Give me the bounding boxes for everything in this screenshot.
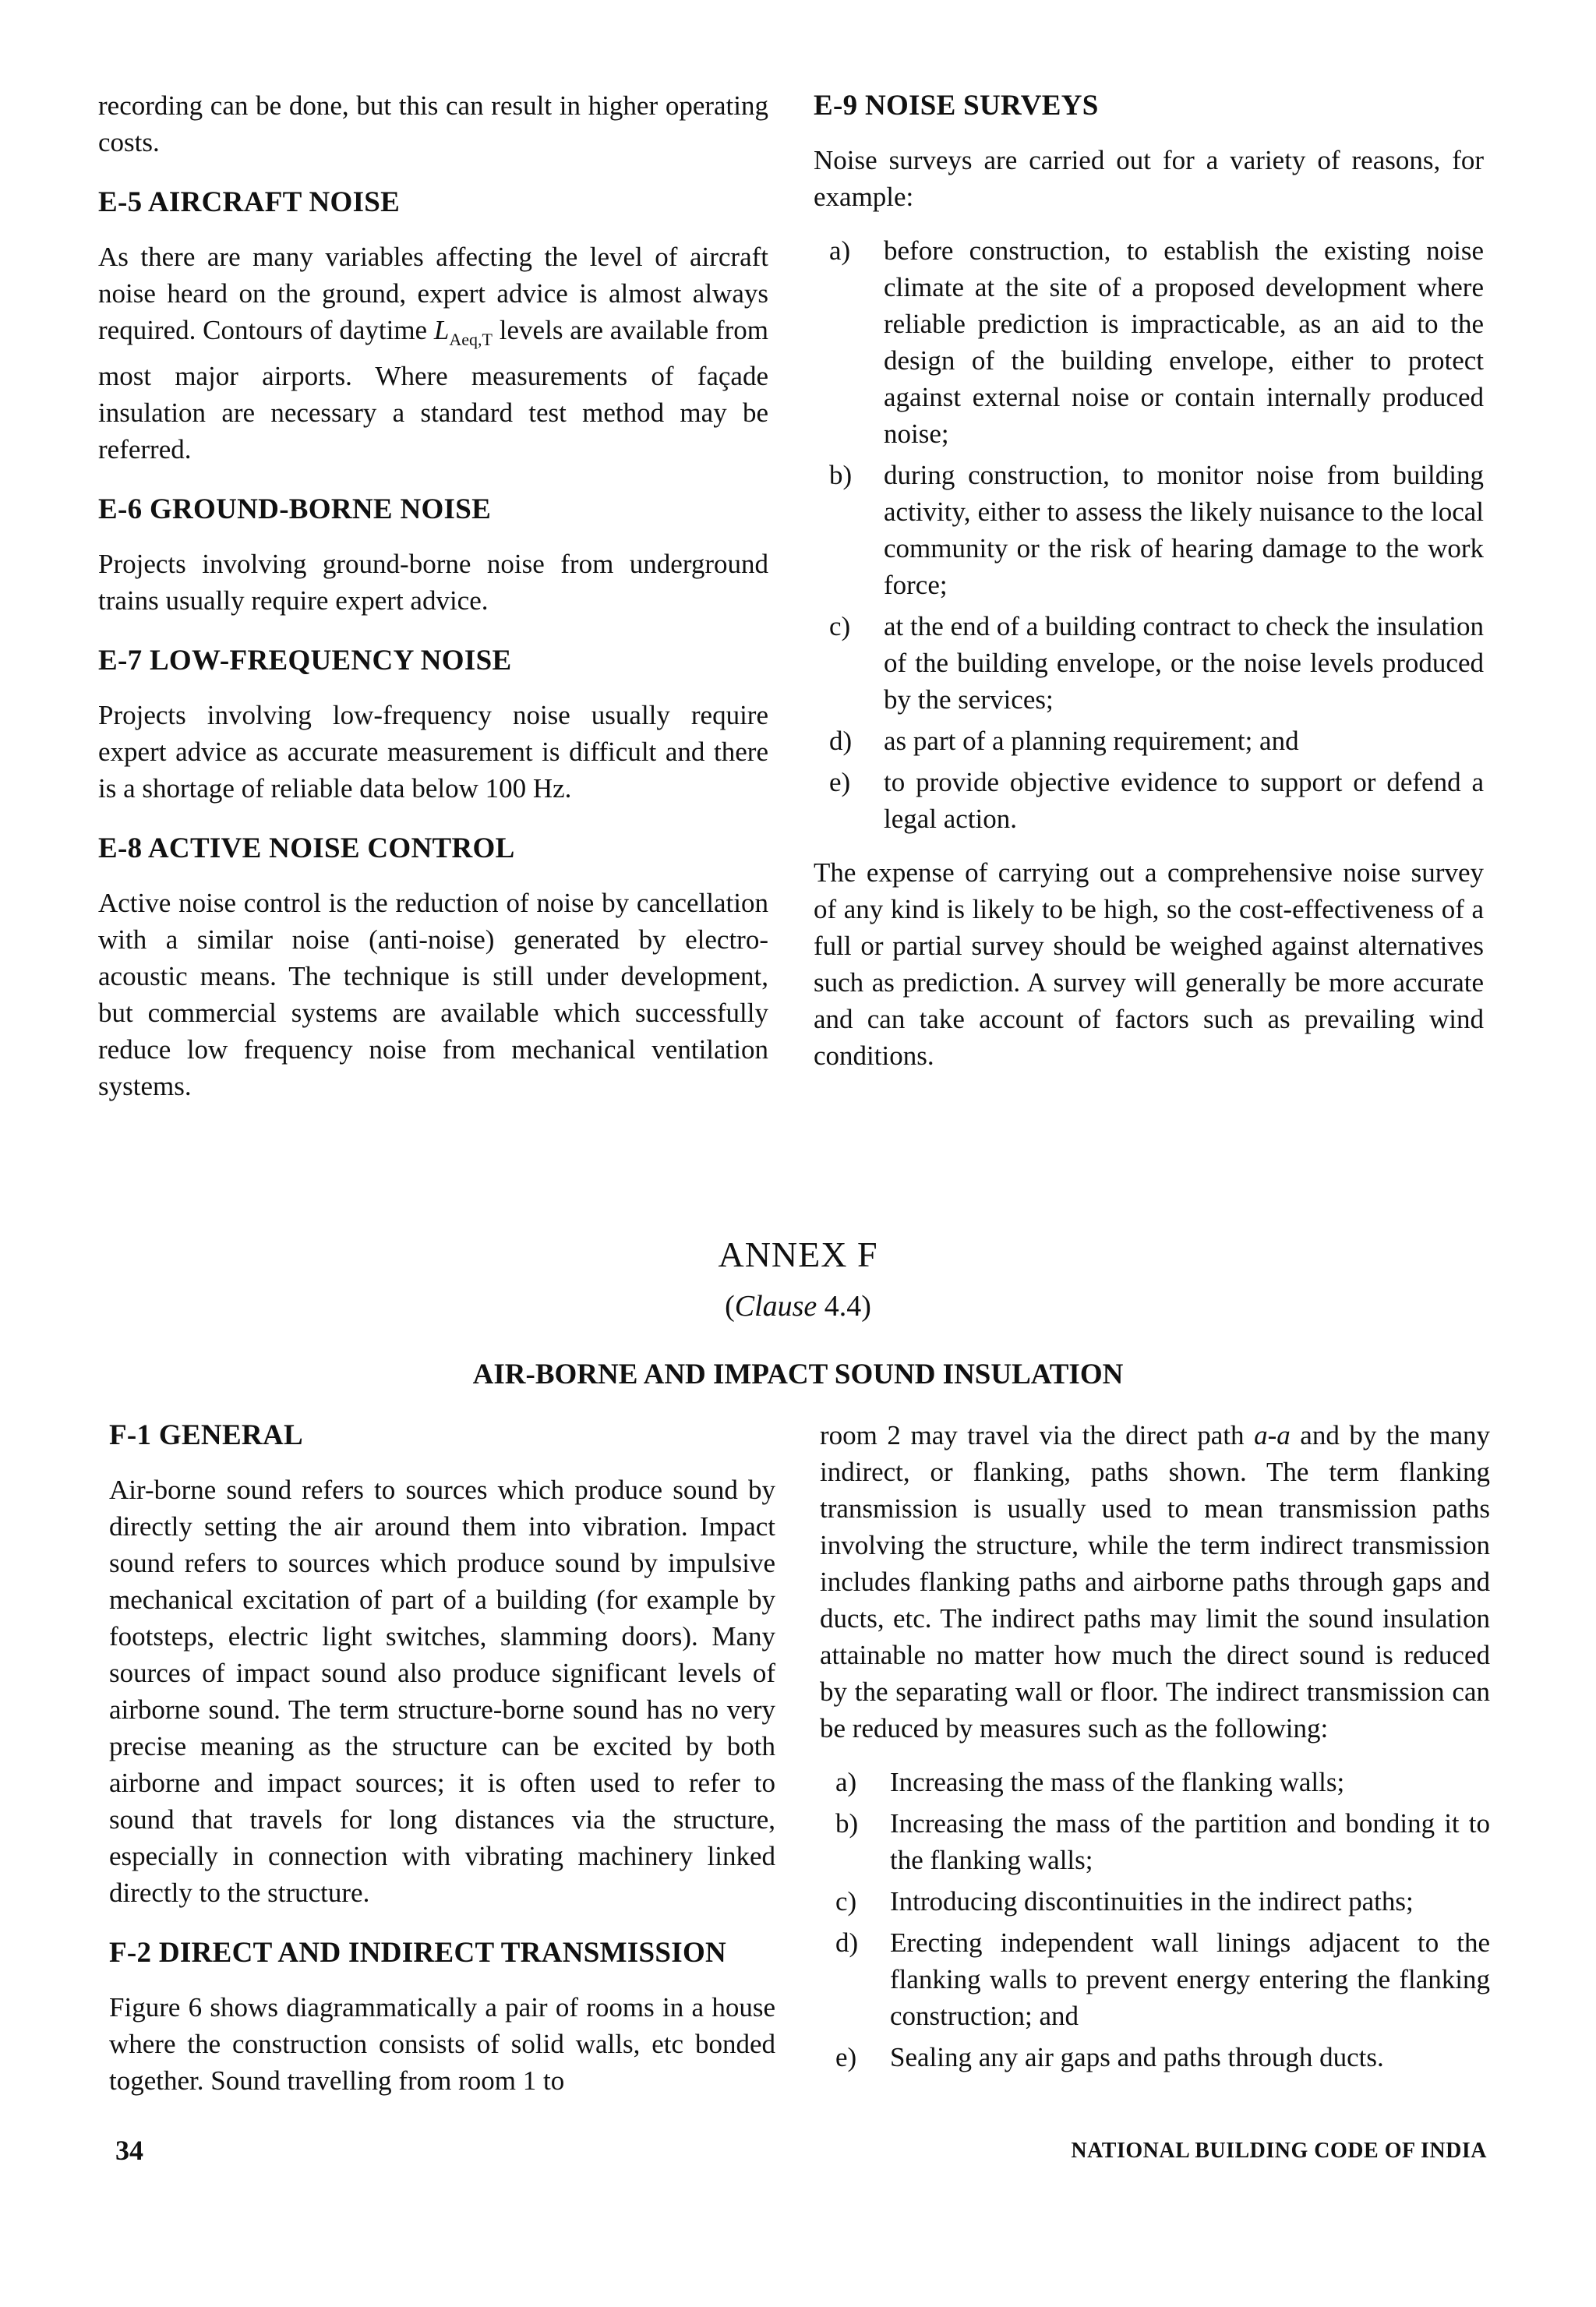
list-item-label: c) bbox=[829, 611, 851, 641]
list-item-text: Increasing the mass of the partition and bonding it to the flanking walls; bbox=[890, 1808, 1490, 1875]
continued-paragraph: recording can be done, but this can result in higher operating costs. bbox=[98, 90, 768, 157]
column-top-left bbox=[98, 87, 768, 1104]
section-body-e7: Projects involving low-frequency noise usually require expert advice as accurate measurement is difficult and there is a shortage of reliable data below 100 Hz. bbox=[98, 700, 768, 804]
list-item-label: d) bbox=[835, 1927, 859, 1958]
laeq-symbol: L bbox=[433, 315, 450, 345]
list-item-text: during construction, to monitor noise from building activity, either to assess the likely nuisance to the local community or the risk of hearing damage to the work force; bbox=[884, 460, 1484, 600]
e5-text-post: levels are available from most major airports. Where measurements of façade insulation are necessary a standard test method may be referred. bbox=[98, 315, 768, 465]
list-item bbox=[820, 1805, 1490, 1878]
section-heading-e5: E-5 AIRCRAFT NOISE bbox=[98, 186, 401, 218]
flanking-measures-list bbox=[820, 1764, 1490, 2076]
list-item-label: a) bbox=[829, 235, 851, 266]
section-body-e5 bbox=[98, 238, 768, 468]
column-top-right bbox=[814, 87, 1484, 1074]
annex-clause-reference: (Clause 4.4) bbox=[725, 1290, 871, 1323]
list-item-label: e) bbox=[829, 767, 851, 797]
list-item-text: to provide objective evidence to support or defend a legal action. bbox=[884, 767, 1484, 834]
section-body-f1: Air-borne sound refers to sources which produce sound by directly setting the air around them into vibration. Impact sound refers to sources which produce sound by impulsive mechanical excitation of part of a building (for example by footsteps, electric light switches, slamming doors). Many sources of impact sound also produce significant levels of airborne sound. The term structure-borne sound has no very precise meaning as the structure can be excited by both airborne and impact sources; it is often used to refer to sound that travels for long distances via the structure, especially in connection with vibrating machinery linked directly to the structure. bbox=[109, 1475, 775, 1908]
section-body-e8: Active noise control is the reduction of noise by cancellation with a similar noise (anti-noise) generated by electro-acoustic means. The technique is still under development, but commercial systems are available which successfully reduce low frequency noise from mechanical ventilation systems. bbox=[98, 888, 768, 1101]
page-number: 34 bbox=[115, 2135, 143, 2166]
list-item-label: c) bbox=[835, 1886, 857, 1917]
clause-number: 4.4 bbox=[824, 1290, 862, 1323]
list-item bbox=[820, 2039, 1490, 2076]
list-item bbox=[814, 457, 1484, 603]
section-intro-e9: Noise surveys are carried out for a variety of reasons, for example: bbox=[814, 145, 1484, 212]
clause-word: Clause bbox=[734, 1290, 817, 1323]
publication-title: NATIONAL BUILDING CODE OF INDIA bbox=[1071, 2139, 1487, 2163]
f2-text-post: and by the many indirect, or flanking, paths shown. The term flanking transmission is usually used to mean transmission paths involving the structure, while the term indirect transmission includes flanking paths and airborne paths through gaps and ducts, etc. The indirect paths may limit the sound insulation attainable no matter how much the direct sound is reduced by the separating wall or floor. The indirect transmission can be reduced by measures such as the following: bbox=[820, 1420, 1490, 1743]
annex-subtitle: AIR-BORNE AND IMPACT SOUND INSULATION bbox=[472, 1358, 1124, 1390]
section-body-e6: Projects involving ground-borne noise from underground trains usually require expert advice. bbox=[98, 549, 768, 616]
list-item bbox=[820, 1924, 1490, 2034]
list-item bbox=[814, 722, 1484, 759]
list-item bbox=[814, 608, 1484, 718]
list-item-text: at the end of a building contract to check the insulation of the building envelope, or the noise levels produced by the services; bbox=[884, 611, 1484, 715]
list-item bbox=[814, 232, 1484, 452]
list-item bbox=[820, 1883, 1490, 1920]
section-heading-e7: E-7 LOW-FREQUENCY NOISE bbox=[98, 645, 512, 677]
section-heading-f1: F-1 GENERAL bbox=[109, 1419, 303, 1451]
list-item-text: Increasing the mass of the flanking walls; bbox=[890, 1767, 1345, 1797]
section-body-f2-continued bbox=[820, 1417, 1490, 1747]
list-item-label: e) bbox=[835, 2042, 857, 2072]
list-item-text: Erecting independent wall linings adjacent to the flanking walls to prevent energy entering the flanking construction; and bbox=[890, 1927, 1490, 2031]
section-heading-e6: E-6 GROUND-BORNE NOISE bbox=[98, 493, 492, 525]
list-item-label: d) bbox=[829, 726, 853, 756]
f2-text-pre: room 2 may travel via the direct path bbox=[820, 1420, 1255, 1450]
list-item-label: b) bbox=[835, 1808, 859, 1839]
list-item-label: a) bbox=[835, 1767, 857, 1797]
section-body-f2: Figure 6 shows diagrammatically a pair of rooms in a house where the construction consists of solid walls, etc bonded together. Sound travelling from room 1 to bbox=[109, 1992, 775, 2096]
list-item bbox=[814, 764, 1484, 837]
column-bottom-left bbox=[109, 1417, 775, 2099]
section-heading-e8: E-8 ACTIVE NOISE CONTROL bbox=[98, 832, 515, 864]
list-item-text: Introducing discontinuities in the indirect paths; bbox=[890, 1886, 1414, 1917]
list-item-label: b) bbox=[829, 460, 853, 490]
list-item bbox=[820, 1764, 1490, 1800]
list-item-text: Sealing any air gaps and paths through ducts. bbox=[890, 2042, 1384, 2072]
list-item-text: before construction, to establish the existing noise climate at the site of a proposed development where reliable prediction is impracticable, as an aid to the design of the building envelope, either to protect against external noise or contain internally produced noise; bbox=[884, 235, 1484, 449]
direct-path-label: a-a bbox=[1254, 1420, 1291, 1450]
section-heading-e9: E-9 NOISE SURVEYS bbox=[814, 90, 1099, 122]
section-conclusion-e9: The expense of carrying out a comprehensive noise survey of any kind is likely to be high, so the cost-effectiveness of a full or partial survey should be weighed against alternatives such as prediction. A survey will generally be more accurate and can take account of factors such as prevailing wind conditions. bbox=[814, 857, 1484, 1071]
noise-survey-list bbox=[814, 232, 1484, 837]
e5-text-pre: As there are many variables affecting the level of aircraft noise heard on the ground, expert advice is almost always required. Contours of daytime bbox=[98, 242, 768, 345]
annex-title: ANNEX F bbox=[718, 1235, 878, 1274]
section-heading-f2: F-2 DIRECT AND INDIRECT TRANSMISSION bbox=[109, 1937, 727, 1969]
list-item-text: as part of a planning requirement; and bbox=[884, 726, 1299, 756]
column-bottom-right bbox=[820, 1417, 1490, 2076]
laeq-subscript: Aeq,T bbox=[449, 330, 493, 349]
